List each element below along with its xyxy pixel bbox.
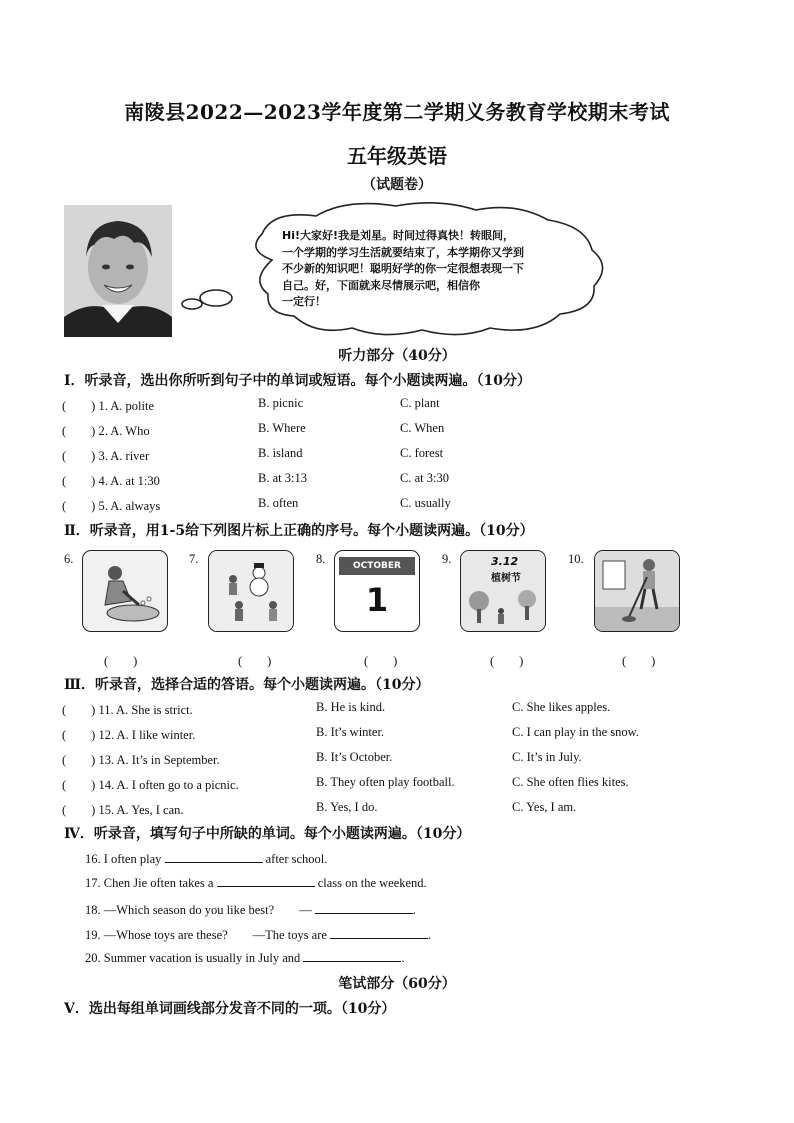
question-row <box>62 700 742 720</box>
bubble-line-3: 不少新的知识吧！聪明好学的你一定很想表现一下 <box>282 262 524 275</box>
option-c: C. She likes apples. <box>512 700 611 714</box>
question-stem: ( ) 15. A. Yes, I can. <box>62 803 184 817</box>
option-c: C. I can play in the snow. <box>512 725 639 739</box>
question-stem: ( ) 11. A. She is strict. <box>62 703 193 717</box>
calendar-month: OCTOBER <box>339 557 415 575</box>
part1-heading: Ⅰ．听录音，选出你所听到句子中的单词或短语。每个小题读两遍。（10分） <box>64 373 532 389</box>
option-b: B. He is kind. <box>316 700 386 714</box>
answer-paren: ( ) <box>104 654 138 668</box>
picture-number: 6. <box>64 552 74 566</box>
option-c: C. usually <box>400 496 451 510</box>
question-row <box>62 421 742 441</box>
question-stem: ( ) 2. A. Who <box>62 424 150 438</box>
question-row <box>62 396 742 416</box>
option-b: B. It’s winter. <box>316 725 385 739</box>
picture-sweeping-floor <box>594 550 680 632</box>
question-row <box>62 750 742 770</box>
bubble-line-1: Hi!大家好!我是刘星。时间过得真快！转眼间， <box>282 229 515 242</box>
picture-washing-clothes <box>82 550 168 632</box>
answer-blank[interactable] <box>217 874 315 887</box>
option-b: B. often <box>258 496 299 510</box>
option-b: B. Where <box>258 421 306 435</box>
answer-paren: ( ) <box>622 654 656 668</box>
sentence-after: class on the weekend. <box>314 876 427 890</box>
option-b: B. They often play football. <box>316 775 455 789</box>
sentence-after: . <box>412 903 416 917</box>
exam-subtitle: 五年级英语 <box>347 144 447 168</box>
question-stem: ( ) 14. A. I often go to a picnic. <box>62 778 239 792</box>
question-row <box>62 725 742 745</box>
answer-paren: ( ) <box>364 654 398 668</box>
answer-paren: ( ) <box>238 654 272 668</box>
writing-heading: 笔试部分（60分） <box>338 976 456 992</box>
answer-blank[interactable] <box>165 850 263 863</box>
picture-number: 8. <box>316 552 326 566</box>
sentence-after: . <box>401 951 405 965</box>
exam-title: 南陵县2022—2023学年度第二学期义务教育学校期末考试 <box>124 100 670 124</box>
fill-in-row <box>85 874 427 891</box>
sentence-before: 17. Chen Jie often takes a <box>85 876 217 890</box>
fill-in-row <box>85 949 405 966</box>
question-row <box>62 446 742 466</box>
question-stem: ( ) 5. A. always <box>62 499 161 513</box>
sentence-before: 18. —Which season do you like best? — <box>85 903 315 917</box>
question-stem: ( ) 4. A. at 1:30 <box>62 474 160 488</box>
question-stem: ( ) 12. A. I like winter. <box>62 728 196 742</box>
fill-in-row <box>85 850 327 867</box>
sign-arbor-day: 植树节 <box>491 573 521 584</box>
option-c: C. Yes, I am. <box>512 800 577 814</box>
question-stem: ( ) 13. A. It’s in September. <box>62 753 220 767</box>
question-row <box>62 496 742 516</box>
option-c: C. It’s in July. <box>512 750 582 764</box>
boy-photo <box>64 205 172 337</box>
picture-tree-planting <box>460 550 546 632</box>
calendar-day: 1 <box>365 581 389 619</box>
question-row <box>62 471 742 491</box>
part3-heading: Ⅲ．听录音，选择合适的答语。每个小题读两遍。（10分） <box>64 677 430 693</box>
option-c: C. When <box>400 421 445 435</box>
sentence-after: . <box>428 928 432 942</box>
question-stem: ( ) 3. A. river <box>62 449 150 463</box>
fill-in-row <box>85 925 431 943</box>
part4-heading: Ⅳ．听录音，填写句子中所缺的单词。每个小题读两遍。（10分） <box>64 826 471 842</box>
option-c: C. at 3:30 <box>400 471 449 485</box>
speech-bubble <box>176 200 616 340</box>
answer-paren: ( ) <box>490 654 524 668</box>
bubble-line-4: 自己。好，下面就来尽情展示吧，相信你 <box>282 278 480 292</box>
answer-blank[interactable] <box>330 926 428 939</box>
option-b: B. at 3:13 <box>258 471 307 485</box>
picture-winter-snowman <box>208 550 294 632</box>
option-c: C. She often flies kites. <box>512 775 629 789</box>
sign-date: 3.12 <box>491 555 519 568</box>
bubble-line-2: 一个学期的学习生活就要结束了，本学期你又学到 <box>282 245 524 259</box>
option-b: B. picnic <box>258 396 304 410</box>
question-stem: ( ) 1. A. polite <box>62 399 155 413</box>
answer-blank[interactable] <box>315 901 413 914</box>
sentence-before: 19. —Whose toys are these? —The toys are <box>85 928 331 942</box>
option-b: B. Yes, I do. <box>316 800 378 814</box>
picture-calendar <box>334 550 420 632</box>
answer-blank[interactable] <box>303 949 401 962</box>
listening-heading: 听力部分（40分） <box>338 348 456 364</box>
option-b: B. It’s October. <box>316 750 393 764</box>
option-c: C. plant <box>400 396 440 410</box>
bubble-line-5: 一定行！ <box>282 295 326 308</box>
sentence-before: 16. I often play <box>85 852 165 866</box>
question-row <box>62 800 742 820</box>
sentence-before: 20. Summer vacation is usually in July and <box>85 951 304 965</box>
picture-number: 9. <box>442 552 452 566</box>
part5-heading: Ⅴ．选出每组单词画线部分发音不同的一项。（10分） <box>64 1001 396 1017</box>
option-c: C. forest <box>400 446 444 460</box>
picture-number: 7. <box>189 552 199 566</box>
fill-in-row <box>85 900 416 918</box>
option-b: B. island <box>258 446 303 460</box>
part2-heading: Ⅱ．听录音，用1-5给下列图片标上正确的序号。每个小题读两遍。（10分） <box>64 523 534 539</box>
question-row <box>62 775 742 795</box>
paper-type-label: （试题卷） <box>362 177 432 193</box>
picture-number: 10. <box>568 552 584 566</box>
sentence-after: after school. <box>262 852 328 866</box>
